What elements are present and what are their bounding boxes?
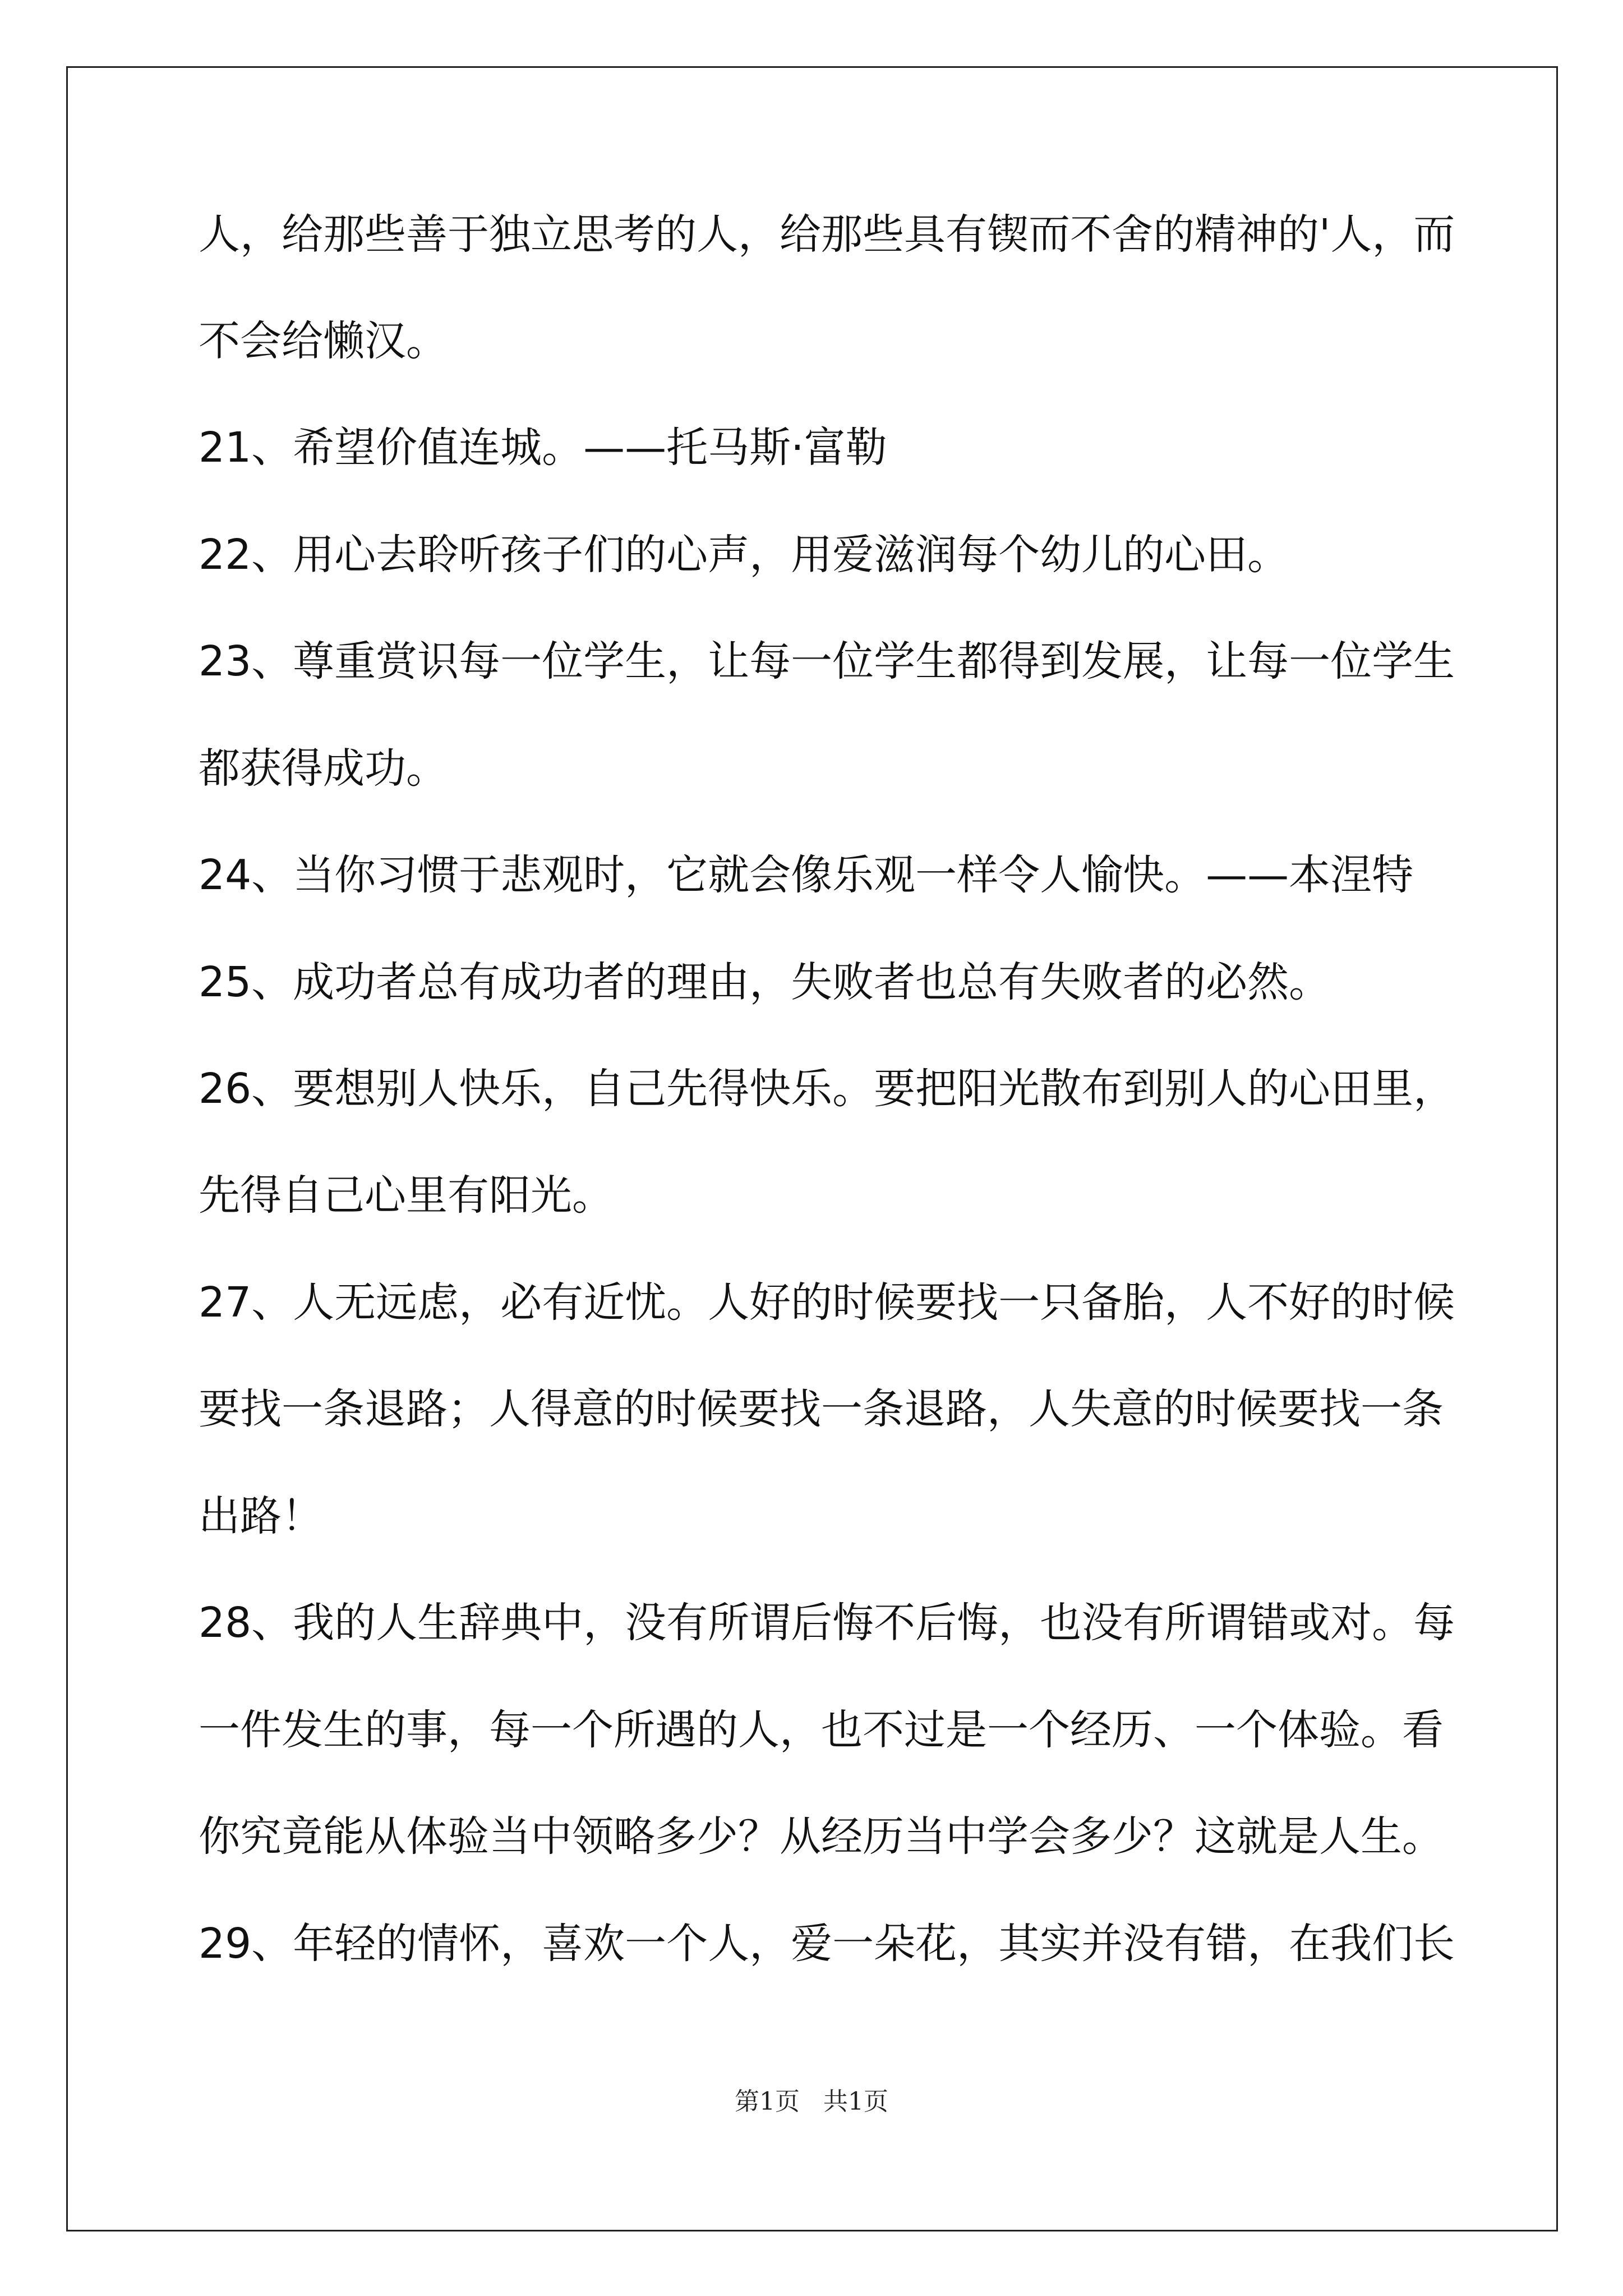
text-line: 你究竟能从体验当中领略多少？从经历当中学会多少？这就是人生。 (199, 1812, 1444, 1861)
page-footer (0, 2081, 1623, 2117)
text-line: 都获得成功。 (199, 744, 448, 793)
text-line: 28、我的人生辞典中，没有所谓后悔不后悔，也没有所谓错或对。每 (199, 1599, 1455, 1647)
text-line: 要找一条退路；人得意的时候要找一条退路，人失意的时候要找一条 (199, 1385, 1444, 1433)
text-line: 先得自己心里有阳光。 (199, 1171, 614, 1220)
text-line: 27、人无远虑，必有近忧。人好的时候要找一只备胎，人不好的时候 (199, 1278, 1455, 1327)
text-line: 26、要想别人快乐，自己先得快乐。要把阳光散布到别人的心田里， (199, 1065, 1455, 1113)
text-line: 21、希望价值连城。——托马斯·富勒 (199, 424, 887, 472)
text-line: 25、成功者总有成功者的理由，失败者也总有失败者的必然。 (199, 958, 1331, 1006)
page-total: 共1页 (823, 2087, 888, 2116)
text-line: 不会给懒汉。 (199, 317, 448, 365)
page-border (66, 66, 1558, 2231)
text-line: 一件发生的事，每一个所遇的人，也不过是一个经历、一个体验。看 (199, 1706, 1444, 1754)
text-line: 22、用心去聆听孩子们的心声，用爱滋润每个幼儿的心田。 (199, 531, 1289, 579)
text-line: 人，给那些善于独立思考的人，给那些具有锲而不舍的精神的'人，而 (199, 210, 1455, 259)
text-line: 出路！ (199, 1492, 323, 1540)
text-line: 23、尊重赏识每一位学生，让每一位学生都得到发展，让每一位学生 (199, 637, 1455, 685)
text-line: 29、年轻的情怀，喜欢一个人，爱一朵花，其实并没有错，在我们长 (199, 1920, 1455, 1968)
page-number: 第1页 (735, 2087, 800, 2116)
text-line: 24、当你习惯于悲观时，它就会像乐观一样令人愉快。——本涅特 (199, 851, 1414, 899)
